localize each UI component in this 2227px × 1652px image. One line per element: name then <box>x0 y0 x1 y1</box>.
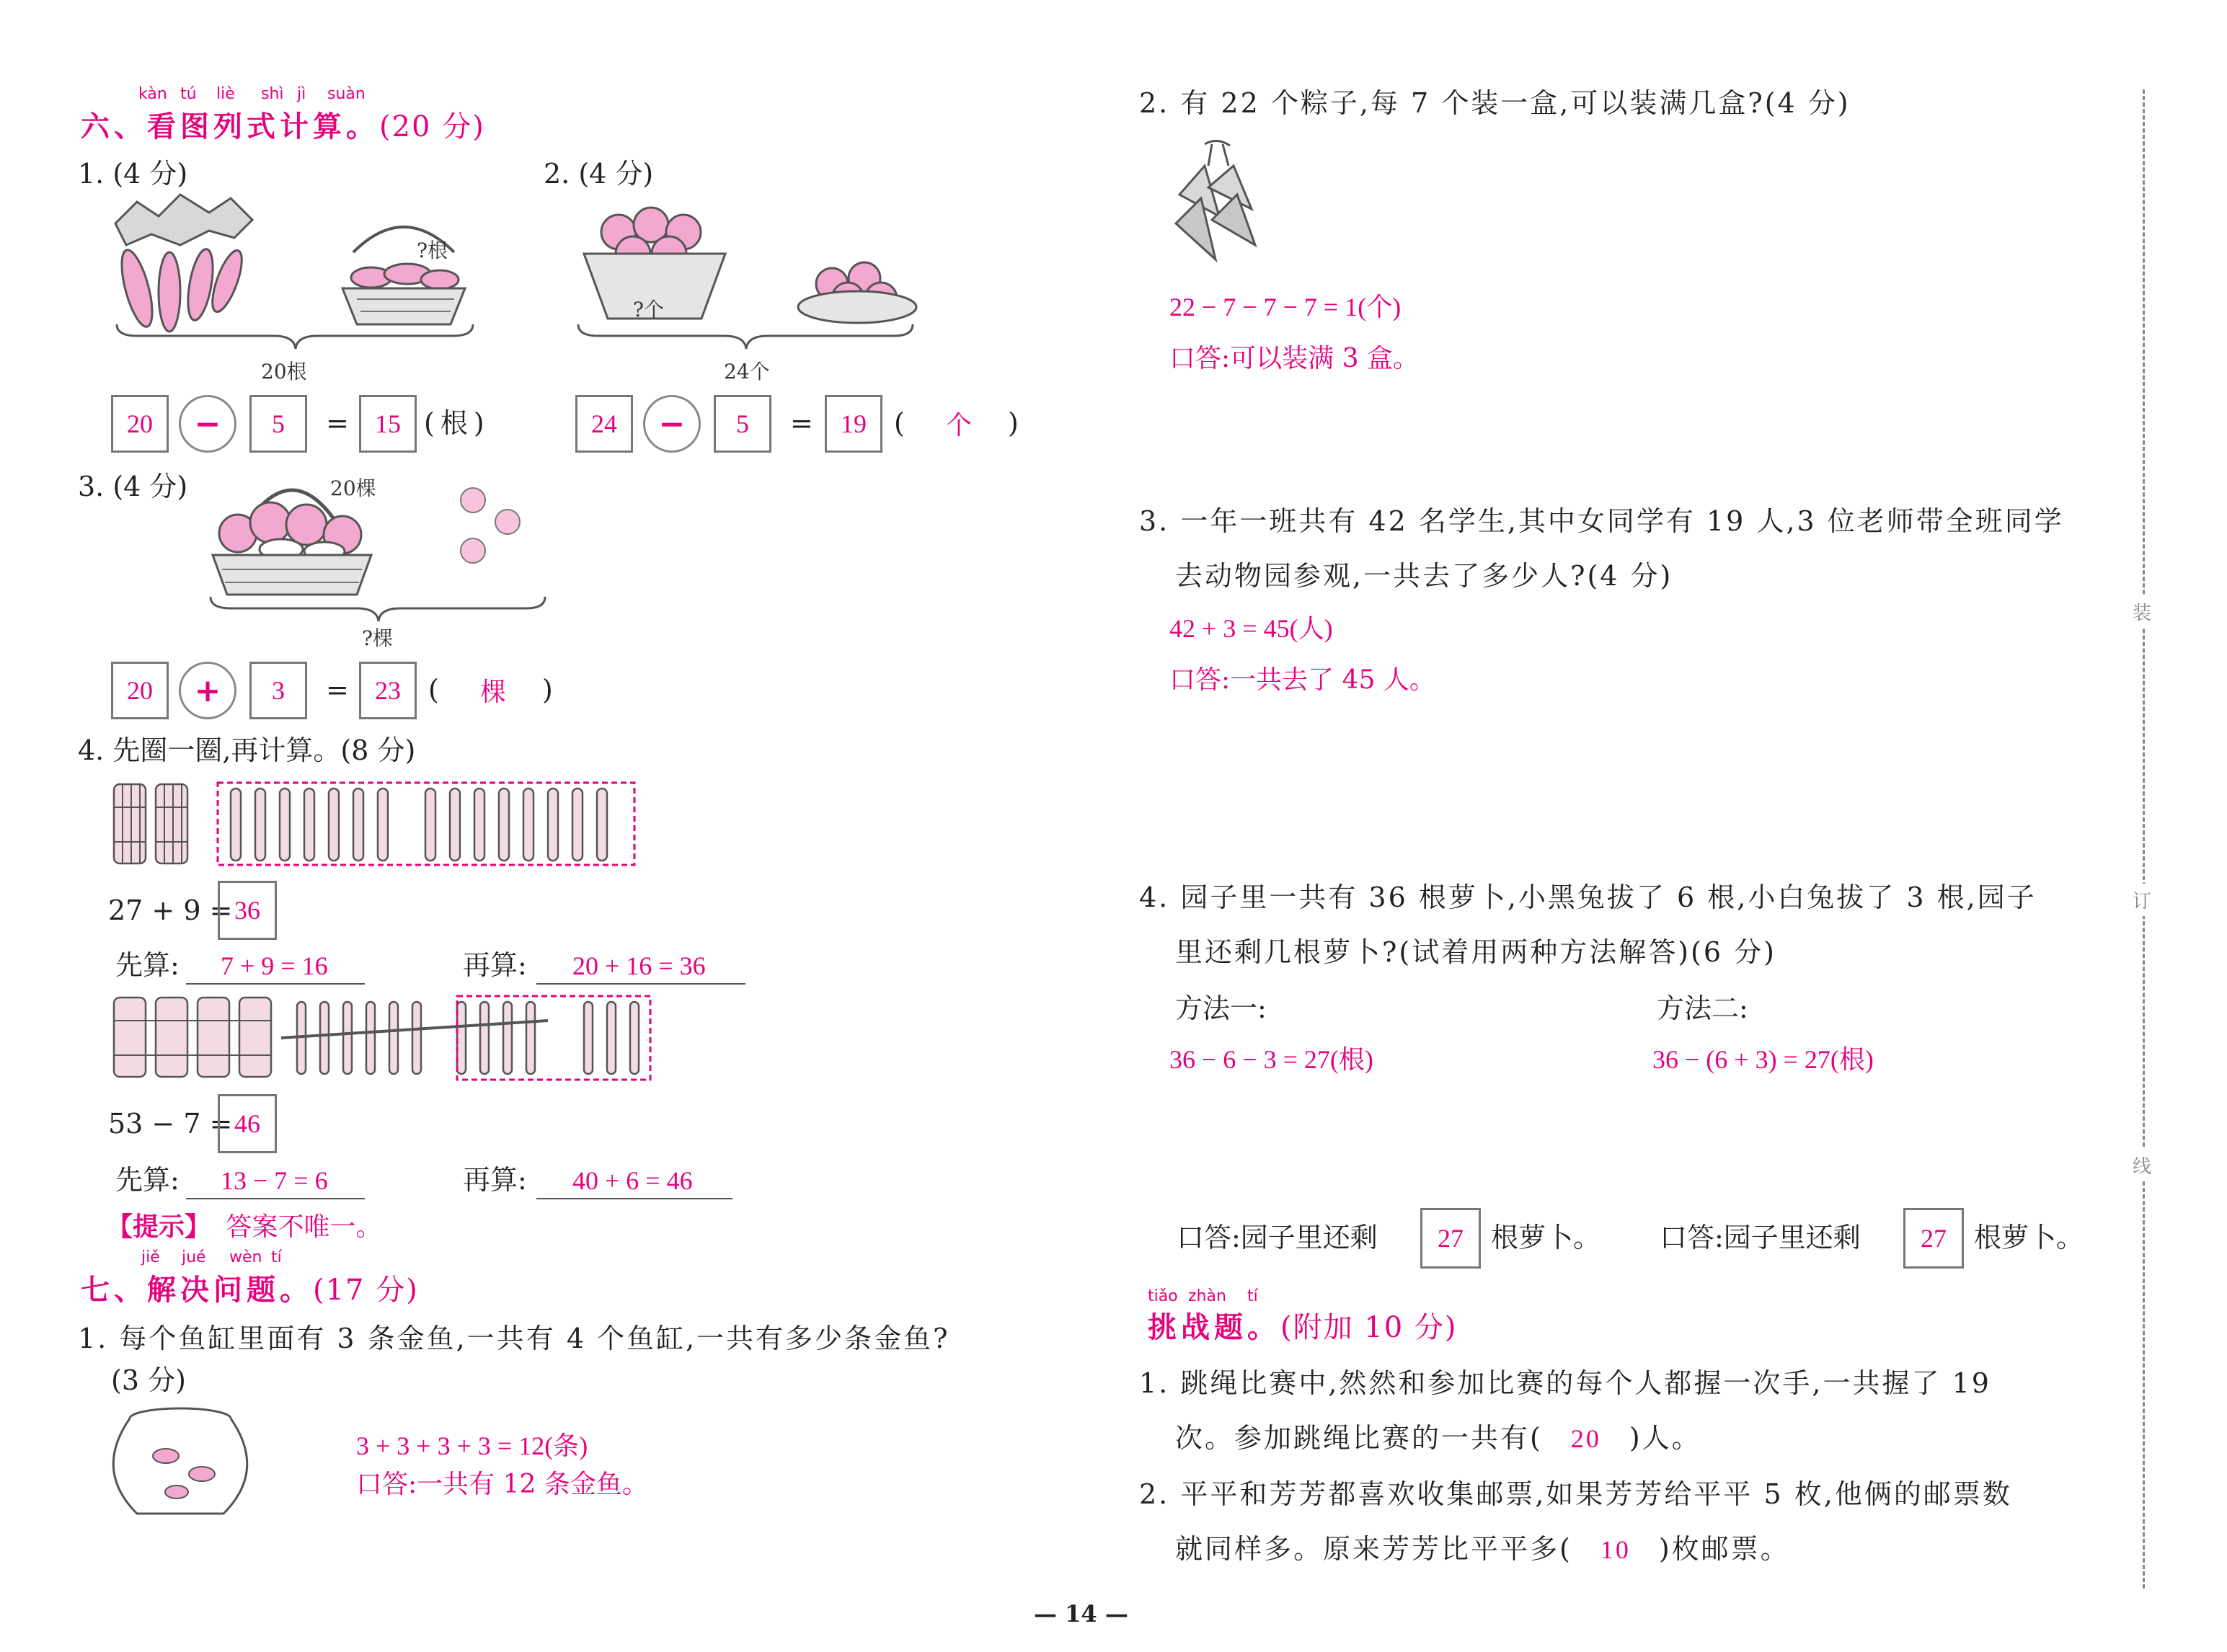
q4b-first-answer: 13 − 7 = 6 <box>221 1166 328 1195</box>
q4a-result: 36 <box>218 881 277 940</box>
hint: 【提示】 答案不唯一。 <box>107 1212 382 1242</box>
q3-paren-right: ) <box>542 674 553 706</box>
q1-qmark: ?根 <box>417 239 448 262</box>
q4a-expression: 27 + 9 = <box>108 894 233 926</box>
q4a-then-line <box>536 983 745 985</box>
q2-unit: 个 <box>946 411 973 440</box>
q3-equals: = <box>326 674 349 706</box>
q3-top-count: 20棵 <box>330 476 376 500</box>
q3-num1: 20 <box>111 662 169 719</box>
q4b-then-answer: 40 + 6 = 46 <box>572 1166 693 1195</box>
q2-equals: = <box>790 407 813 439</box>
q4-label: 4. 先圈一圈,再计算。(8 分) <box>78 734 416 766</box>
q4a-first-answer: 7 + 9 = 16 <box>221 951 328 980</box>
q1-result: 15 <box>359 395 417 453</box>
q3-label: 3. (4 分) <box>78 471 188 502</box>
q1-equals: = <box>326 407 349 439</box>
s7q2-answer: 口答:可以装满 3 盒。 <box>1169 344 1419 373</box>
method1-label: 方法一: <box>1175 992 1267 1024</box>
s7q3-equation: 42 + 3 = 45(人) <box>1169 614 1333 643</box>
apple-plate-illustration <box>796 257 918 329</box>
binding-char-zhuang: 装 <box>2133 595 2151 628</box>
q2-result: 19 <box>825 395 882 453</box>
q2-paren-right: ) <box>1008 407 1019 439</box>
sticks-row-b <box>108 992 656 1085</box>
q1-num2: 5 <box>249 395 307 453</box>
q4b-first-label: 先算: <box>115 1164 180 1196</box>
method2-answer: 36 − (6 + 3) = 27(根) <box>1652 1045 1874 1074</box>
ch-q2-line2: 就同样多。原来芳芳比平平多( 10 )枚邮票。 <box>1175 1533 1790 1565</box>
q3-brace <box>209 595 548 624</box>
zongzi-illustration <box>1165 137 1273 267</box>
sec7-title: 七、解决问题。(17 分) <box>81 1273 419 1307</box>
q3-num2: 3 <box>249 662 307 719</box>
q4a-first-line <box>186 983 365 985</box>
q1-unit: (根) <box>424 407 490 439</box>
ch-q1-line2: 次。参加跳绳比赛的一共有( 20 )人。 <box>1175 1422 1701 1454</box>
s7q1-line2: (3 分) <box>111 1364 186 1396</box>
oral2-prefix: 口答:园子里还剩 <box>1660 1222 1861 1253</box>
s7q2-line1: 2. 有 22 个粽子,每 7 个装一盒,可以装满几盒?(4 分) <box>1139 87 1851 119</box>
binding-line <box>2143 89 2145 1589</box>
q3-unit: 棵 <box>480 678 507 706</box>
q4b-result: 46 <box>218 1094 277 1153</box>
ch-q1-line1: 1. 跳绳比赛中,然然和参加比赛的每个人都握一次手,一共握了 19 <box>1139 1367 1991 1399</box>
oral2-suffix: 根萝卜。 <box>1974 1222 2084 1253</box>
q4a-then-answer: 20 + 16 = 36 <box>572 951 706 980</box>
oral1-number: 27 <box>1420 1208 1481 1269</box>
oral1-suffix: 根萝卜。 <box>1491 1222 1601 1253</box>
q2-paren-left: ( <box>894 407 905 439</box>
method1-answer: 36 − 6 − 3 = 27(根) <box>1169 1045 1373 1074</box>
s7q3-line2: 去动物园参观,一共去了多少人?(4 分) <box>1175 560 1673 592</box>
q4b-then-label: 再算: <box>463 1164 527 1196</box>
sweet-potato-illustration <box>108 195 281 339</box>
q3-result: 23 <box>359 662 417 719</box>
q3-paren-left: ( <box>428 674 439 706</box>
q4b-expression: 53 − 7 = <box>108 1108 233 1140</box>
q1-label: 1. (4 分) <box>78 158 188 190</box>
sec6-title: 六、看图列式计算。(20 分) <box>81 110 485 143</box>
q2-label: 2. (4 分) <box>544 158 654 190</box>
fishbowl-illustration <box>108 1405 252 1528</box>
q4b-then-line <box>536 1198 732 1199</box>
q4b-first-line <box>186 1198 365 1199</box>
s7q1-answer: 口答:一共有 12 条金鱼。 <box>356 1470 648 1499</box>
q2-total: 24个 <box>724 360 770 383</box>
s7q1-equation: 3 + 3 + 3 + 3 = 12(条) <box>356 1431 588 1460</box>
ch-q1-answer: 20 <box>1570 1424 1601 1453</box>
q2-brace <box>577 323 916 352</box>
sticks-row-a <box>108 778 642 872</box>
binding-char-xian: 线 <box>2133 1149 2151 1181</box>
q1-num1: 20 <box>111 395 169 453</box>
q1-brace <box>115 323 476 352</box>
s7q4-line2: 里还剩几根萝卜?(试着用两种方法解答)(6 分) <box>1175 936 1776 968</box>
challenge-title: 挑战题。(附加 10 分) <box>1148 1310 1458 1344</box>
s7q4-line1: 4. 园子里一共有 36 根萝卜,小黑兔拔了 6 根,小白兔拔了 3 根,园子 <box>1139 881 2037 913</box>
ch-q2-line1: 2. 平平和芳芳都喜欢收集邮票,如果芳芳给平平 5 枚,他俩的邮票数 <box>1139 1478 2012 1510</box>
small-cabbages-illustration <box>451 484 531 571</box>
q2-operator: − <box>643 395 701 453</box>
q4a-first-label: 先算: <box>115 949 180 981</box>
q3-total: ?棵 <box>362 626 394 650</box>
s7q3-answer: 口答:一共去了 45 人。 <box>1169 665 1435 695</box>
q4a-then-label: 再算: <box>463 949 527 981</box>
oral1-prefix: 口答:园子里还剩 <box>1177 1222 1378 1253</box>
s7q2-equation: 22 − 7 − 7 − 7 = 1(个) <box>1169 293 1402 321</box>
q2-num2: 5 <box>714 395 771 453</box>
oral2-number: 27 <box>1903 1208 1964 1269</box>
method2-label: 方法二: <box>1657 992 1748 1024</box>
q3-operator: + <box>179 662 236 719</box>
q1-total: 20根 <box>261 360 307 383</box>
q2-num1: 24 <box>575 395 633 453</box>
basket-illustration <box>339 223 469 332</box>
s7q3-line1: 3. 一年一班共有 42 名学生,其中女同学有 19 人,3 位老师带全班同学 <box>1139 505 2064 537</box>
page-number: — 14 — <box>1034 1600 1128 1627</box>
s7q1-line1: 1. 每个鱼缸里面有 3 条金鱼,一共有 4 个鱼缸,一共有多少条金鱼? <box>78 1323 950 1354</box>
q2-qmark: ?个 <box>633 298 665 321</box>
binding-char-ding: 订 <box>2133 884 2151 916</box>
q1-operator: − <box>179 395 236 453</box>
ch-q2-answer: 10 <box>1600 1535 1631 1564</box>
